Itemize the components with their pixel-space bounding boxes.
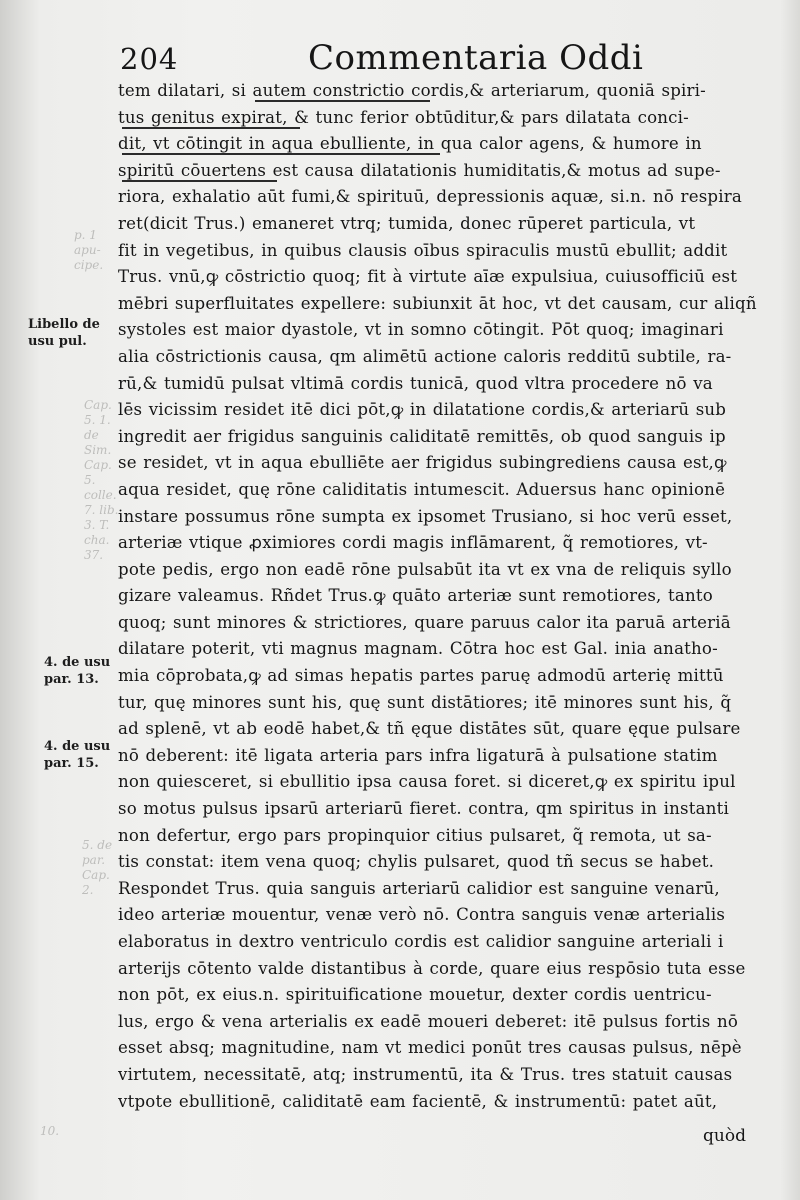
body-text — [118, 78, 768, 1115]
text-line: virtutem, necessitatē, atq; instrumentū, ita & Trus. tres statuit causas — [118, 1064, 733, 1084]
text-line: non defertur, ergo pars propinquior citius pulsaret, q̃ remota, ut sa- — [118, 825, 712, 845]
text-line: rū,& tumidū pulsat vltimā cordis tunicā, quod vltra procedere nō va — [118, 373, 713, 393]
text-line: Respondet Trus. quia sanguis arteriarū calidior est sanguine venarū, — [118, 878, 720, 898]
text-line: tem dilatari, si autem constrictio cordis,& arteriarum, quoniā spiri- — [118, 81, 706, 100]
text-line: non pōt, ex eius.n. spirituificatione mouetur, dexter cordis uentricu- — [118, 985, 712, 1005]
text-line: ingredit aer frigidus sanguinis caliditatē remittēs, ob quod sanguis ip — [118, 426, 726, 446]
bleed-through-note: 10. — [40, 1124, 60, 1138]
catchword: quòd — [703, 1126, 746, 1146]
text-line: nō deberent: itē ligata arteria pars infra ligaturā à pulsatione statim — [118, 745, 718, 765]
page-number: 204 — [120, 42, 179, 76]
text-line: aqua residet, quę rōne caliditatis intumescit. Aduersus hanc opinionē — [118, 479, 726, 499]
text-line: arteriæ vtique ꝓximiores cordi magis inflāmarent, q̃ remotiores, vt- — [118, 533, 708, 553]
text-line: esset absq; magnitudine, nam vt medici ponūt tres causas pulsus, nēpè — [118, 1038, 742, 1058]
bleed-through-note: Cap. 5. 1. de Sim. Cap. 5. colle. 7. lib. 3. T. cha. 37. — [84, 398, 119, 562]
text-line: mēbri superfluitates expellere: subiunxit āt hoc, vt det causam, cur aliqñ — [118, 293, 757, 313]
text-line: tis constat: item vena quoq; chylis pulsaret, quod tñ secus se habet. — [118, 852, 715, 872]
text-line: gizare valeamus. Rñdet Trus.ꝙ quāto arteriæ sunt remotiores, tanto — [118, 586, 713, 606]
text-line: ad splenē, vt ab eodē habet,& tñ ęque distātes sūt, quare ęque pulsare — [118, 719, 741, 739]
text-line: alia cōstrictionis causa, qm alimētū actione caloris redditū subtile, ra- — [118, 346, 732, 366]
running-title: Commentaria Oddi — [308, 38, 644, 78]
text-line: so motus pulsus ipsarū arteriarū fieret. contra, qm spiritus in instanti — [118, 799, 729, 819]
text-line: systoles est maior dyastole, vt in somno cōtingit. Pōt quoq; imaginari — [118, 320, 724, 340]
bleed-through-note: 5. de par. Cap. 2. — [82, 838, 113, 897]
text-line: ret(dicit Trus.) emaneret vtrq; tumida, donec rūperet particula, vt — [118, 213, 696, 233]
text-line: pote pedis, ergo non eadē rōne pulsabūt ita vt ex vna de reliquis syllo — [118, 559, 732, 579]
text-line: mia cōprobata,ꝙ ad simas hepatis partes paruę admodū arterię mittū — [118, 666, 724, 686]
text-line: dit, vt cōtingit in aqua ebulliente, in qua calor agens, & humore in — [118, 134, 702, 154]
margin-note-libello: Libello de usu pul. — [28, 317, 100, 349]
text-line: fit in vegetibus, in quibus clausis oībus spiraculis mustū ebullit; addit — [118, 240, 728, 260]
text-line: tus genitus expirat, & tunc ferior obtūditur,& pars dilatata conci- — [118, 107, 689, 127]
text-line: non quiesceret, si ebullitio ipsa causa foret. si diceret,ꝙ ex spiritu ipul — [118, 772, 736, 792]
text-line: elaboratus in dextro ventriculo cordis est calidior sanguine arteriali i — [118, 932, 724, 951]
text-line: quoq; sunt minores & strictiores, quare paruus calor ita paruā arteriā — [118, 612, 731, 632]
text-line: arterijs cōtento valde distantibus à corde, quare eius respōsio tuta esse — [118, 958, 746, 978]
text-line: lus, ergo & vena arterialis ex eadē moueri deberet: itē pulsus fortis nō — [118, 1011, 739, 1031]
margin-note-de-usu-15: 4. de usu par. 15. — [44, 739, 111, 771]
left-margin — [0, 0, 125, 1200]
margin-note-de-usu-13: 4. de usu par. 13. — [44, 655, 111, 687]
text-line: Trus. vnū,ꝙ cōstrictio quoq; fit à virtute aīæ expulsiua, cuiusofficiū est — [118, 267, 738, 287]
text-line: dilatare poterit, vti magnus magnam. Cōtra hoc est Gal. inia anatho- — [118, 639, 718, 659]
text-line: vtpote ebullitionē, caliditatē eam facientē, & instrumentū: patet aūt, — [118, 1091, 718, 1111]
text-line: instare possumus rōne sumpta ex ipsomet Trusiano, si hoc verū esset, — [118, 506, 733, 526]
bleed-through-note: p. 1 apu- cipe. — [74, 228, 104, 272]
text-line: se residet, vt in aqua ebulliēte aer frigidus subingrediens causa est,ꝙ — [118, 453, 727, 473]
text-line: ideo arteriæ mouentur, venæ verò nō. Contra sanguis venæ arterialis — [118, 905, 726, 925]
text-line: spiritū cōuertens est causa dilatationis humiditatis,& motus ad supe- — [118, 160, 721, 180]
text-line: tur, quę minores sunt his, quę sunt distātiores; itē minores sunt his, q̃ — [118, 692, 732, 712]
text-line: riora, exhalatio aūt fumi,& spirituū, depressionis aquæ, si.n. nō respira — [118, 187, 742, 207]
text-line: lēs vicissim residet itē dici pōt,ꝙ in dilatatione cordis,& arteriarū sub — [118, 400, 727, 420]
